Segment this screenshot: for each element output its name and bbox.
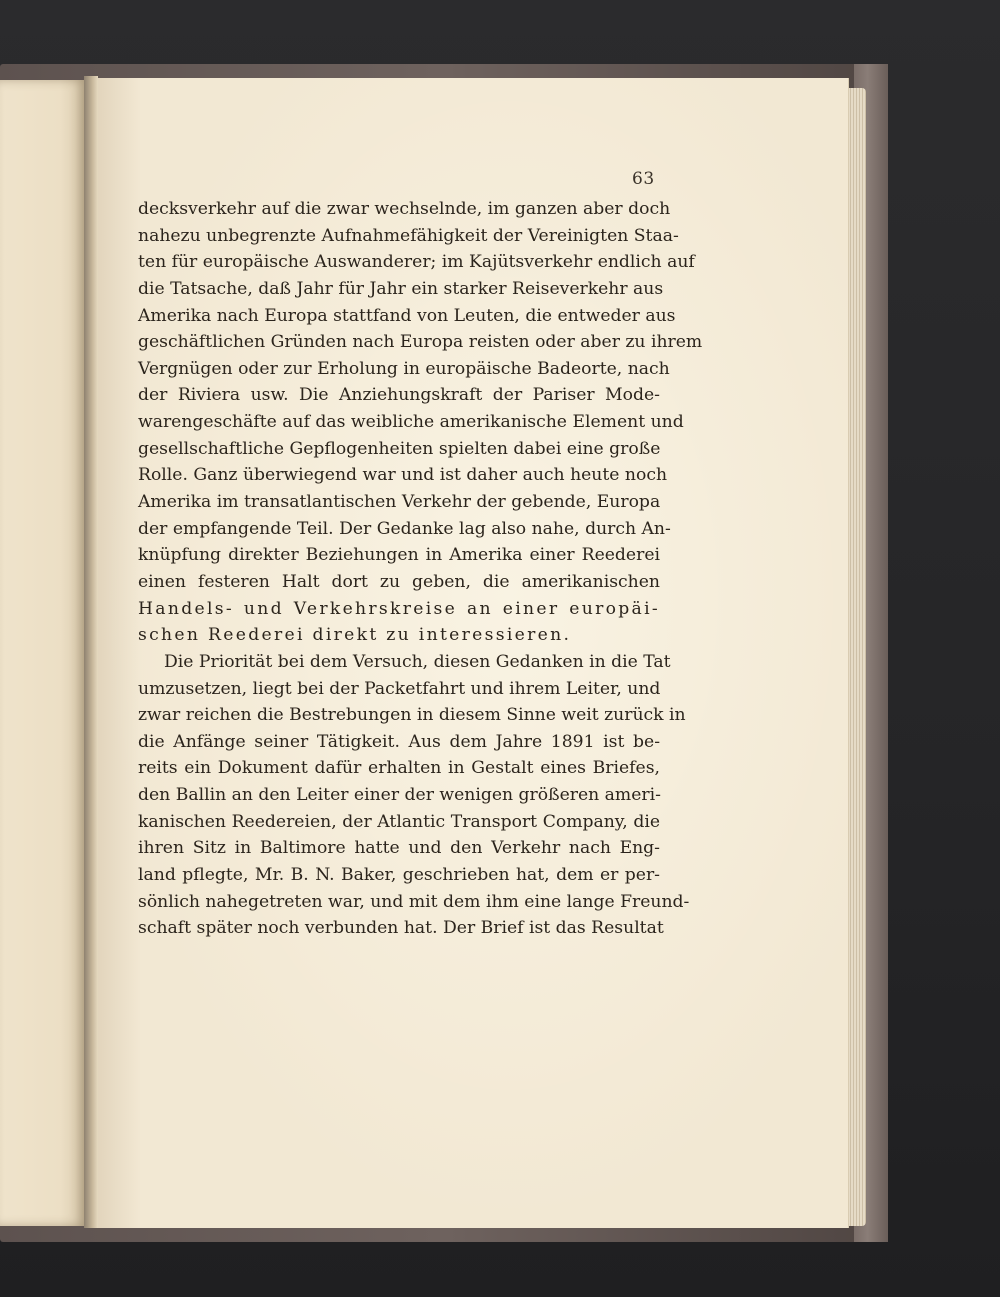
text-line: reits ein Dokument dafür erhalten in Gestalt eines Briefes, (138, 758, 660, 779)
paragraph-start-line: Die Priorität bei dem Versuch, diesen Gedanken in die Tat (164, 651, 671, 672)
text-line: Vergnügen oder zur Erholung in europäische Badeorte, nach (138, 358, 670, 379)
text-line: Amerika im transatlantischen Verkehr der gebende, Europa (138, 492, 661, 513)
facing-page-edge (0, 80, 86, 1226)
text-line: schaft später noch verbunden hat. Der Brief ist das Resultat (138, 918, 664, 939)
text-line: kanischen Reedereien, der Atlantic Transport Company, die (138, 811, 660, 832)
text-line: sönlich nahegetreten war, und mit dem ihm eine lange Freund- (138, 891, 690, 912)
text-line-emphasized: Handels- und Verkehrskreise an einer europäi- (138, 598, 660, 619)
page-number: 63 (632, 169, 655, 189)
text-line: ten für europäische Auswanderer; im Kajütsverkehr endlich auf (138, 252, 695, 273)
book-gutter (84, 76, 98, 1228)
text-line: die Tatsache, daß Jahr für Jahr ein starker Reiseverkehr aus (138, 278, 664, 299)
text-line: gesellschaftliche Gepflogenheiten spielten dabei eine große (138, 438, 661, 459)
text-line: der empfangende Teil. Der Gedanke lag also nahe, durch An- (138, 518, 671, 539)
text-line: land pflegte, Mr. B. N. Baker, geschrieben hat, dem er per- (138, 865, 660, 886)
text-line: warengeschäfte auf das weibliche amerikanische Element und (138, 412, 684, 433)
text-line-emphasized: schen Reederei direkt zu interessieren. (138, 625, 572, 646)
text-line: knüpfung direkter Beziehungen in Amerika einer Reederei (138, 545, 660, 566)
text-line: nahezu unbegrenzte Aufnahmefähigkeit der Vereinigten Staa- (138, 225, 679, 246)
text-line: Rolle. Ganz überwiegend war und ist daher auch heute noch (138, 465, 668, 486)
text-line: der Riviera usw. Die Anziehungskraft der Pariser Mode- (138, 385, 660, 406)
text-line: ihren Sitz in Baltimore hatte und den Verkehr nach Eng- (138, 838, 660, 859)
text-line: decksverkehr auf die zwar wechselnde, im ganzen aber doch (138, 199, 671, 219)
text-line: Amerika nach Europa stattfand von Leuten, die entweder aus (138, 305, 676, 326)
text-line: den Ballin an den Leiter einer der wenigen größeren ameri- (138, 785, 661, 806)
text-line: einen festeren Halt dort zu geben, die amerikanischen (138, 571, 660, 592)
text-line: die Anfänge seiner Tätigkeit. Aus dem Jahre 1891 ist be- (138, 731, 660, 752)
body-text (138, 196, 703, 942)
text-line: geschäftlichen Gründen nach Europa reisten oder aber zu ihrem (138, 332, 703, 353)
text-line: umzusetzen, liegt bei der Packetfahrt und ihrem Leiter, und (138, 678, 661, 699)
text-line: zwar reichen die Bestrebungen in diesem Sinne weit zurück in (138, 705, 686, 726)
